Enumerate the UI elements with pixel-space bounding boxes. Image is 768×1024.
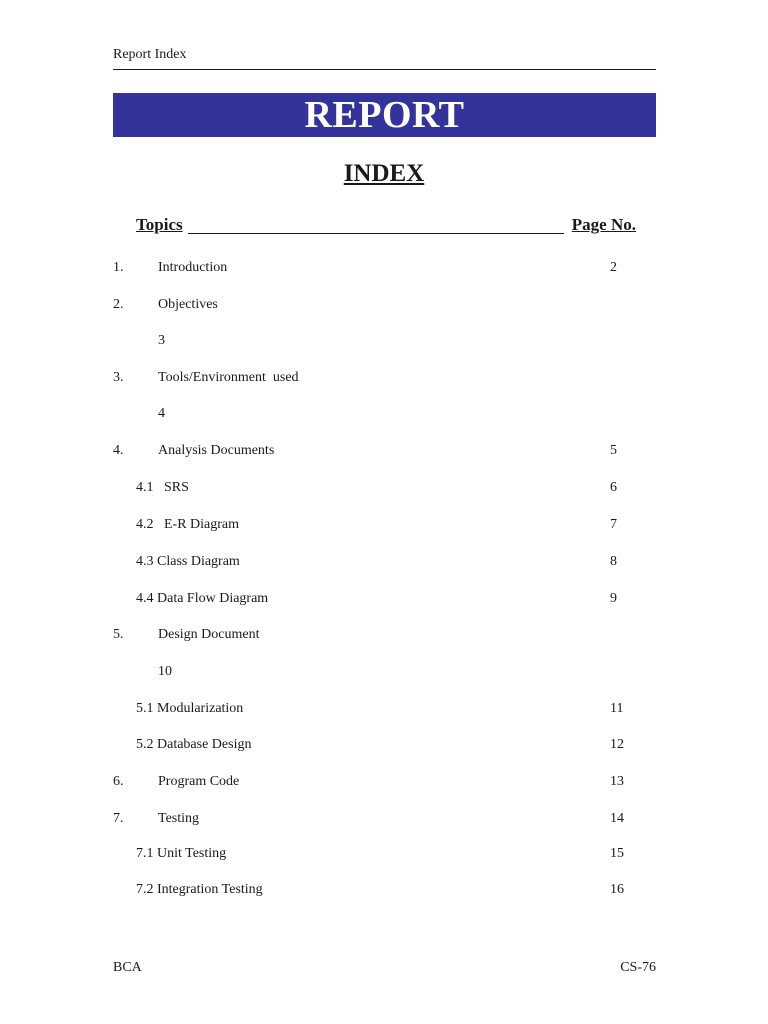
entry-number: 1.	[113, 260, 124, 275]
entry-label: Program Code	[158, 774, 240, 789]
entry-number: 3.	[113, 370, 124, 385]
entry-label: Analysis Documents	[158, 443, 275, 458]
entry-page: 3	[158, 333, 165, 348]
entry-label: Objectives	[158, 297, 218, 312]
subentry-label: 7.1 Unit Testing	[136, 846, 227, 861]
banner-title: REPORT	[304, 94, 465, 136]
entry-page: 13	[610, 774, 624, 789]
entry-page: 6	[610, 480, 617, 495]
topics-label: Topics	[136, 215, 183, 234]
subentry-label: 4.4 Data Flow Diagram	[136, 591, 269, 606]
footer-code: CS-76	[620, 960, 656, 975]
entry-page: 5	[610, 443, 617, 458]
entry-page: 9	[610, 591, 617, 606]
subentry-label: 4.2 E-R Diagram	[136, 517, 240, 532]
entry-page: 7	[610, 517, 617, 532]
subentry-label: 4.1 SRS	[136, 480, 189, 495]
entry-page: 15	[610, 846, 624, 861]
header-rule	[113, 69, 656, 70]
entry-label: Introduction	[158, 260, 228, 275]
subentry-label: 4.3 Class Diagram	[136, 554, 240, 569]
subentry-label: 7.2 Integration Testing	[136, 882, 263, 897]
entry-number: 2.	[113, 297, 124, 312]
entry-page: 16	[610, 882, 624, 897]
entry-label: Design Document	[158, 627, 260, 642]
entry-page: 8	[610, 554, 617, 569]
subentry-label: 5.1 Modularization	[136, 701, 244, 716]
entry-number: 7.	[113, 811, 124, 826]
footer-course: BCA	[113, 960, 142, 975]
running-header: Report Index	[113, 47, 187, 62]
index-column-header	[136, 215, 636, 235]
entry-page: 4	[158, 406, 165, 421]
subentry-label: 5.2 Database Design	[136, 737, 252, 752]
entry-page: 14	[610, 811, 624, 826]
entry-page: 2	[610, 260, 617, 275]
index-title: INDEX	[343, 160, 425, 187]
entry-label: Testing	[158, 811, 200, 826]
entry-page: 11	[610, 701, 624, 716]
entry-number: 6.	[113, 774, 124, 789]
page-no-label: Page No.	[571, 215, 636, 234]
entry-label: Tools/Environment used	[158, 370, 299, 385]
entry-page: 12	[610, 737, 624, 752]
entry-number: 4.	[113, 443, 124, 458]
topics-underline	[188, 233, 564, 234]
report-banner	[113, 93, 656, 137]
entry-number: 5.	[113, 627, 124, 642]
entry-page: 10	[158, 664, 172, 679]
